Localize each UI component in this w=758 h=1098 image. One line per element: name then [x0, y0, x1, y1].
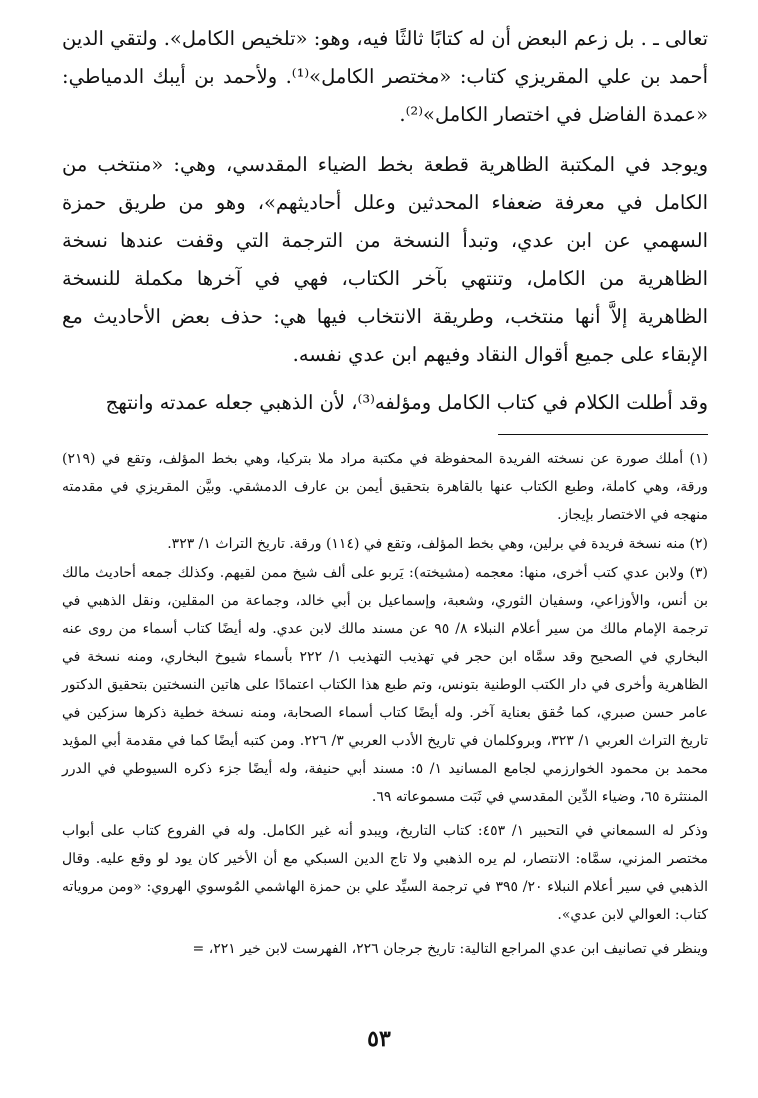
footnote-3: (٣) ولابن عدي كتب أخرى، منها: معجمه (مشيخته): يَربو على ألف شيخ ممن لقيهم. وكذلك جمعه أحاديث مالك بن أنس، والأوزاعي، وسفيان الثوري، وشعبة، وإسماعيل بن أبي خالد، وجماعة من المقلين، ونقل الذهبي في ترجمة الإمام مالك من سير أعلام النبلاء ٨/ ٩٥ عن مسند مالك لابن عدي. وله أيضًا كتاب أسماء من روى عنه البخاري في الصحيح وقد سمَّاه ابن حجر في تهذيب التهذيب ١/ ٢٢٢ بأسماء شيوخ البخاري، ومنه نسخة في الظاهرية وأخرى في دار الكتب الوطنية بتونس، وتم طبع هذا الكتاب اعتمادًا على هاتين النسختين بتحقيق الدكتور عامر حسن صبري، كما حُقق بعناية آخر. وله أيضًا كتاب أسماء الصحابة، ومنه نسخة خطية ذكرها سزكين في تاريخ التراث العربي ١/ ٣٢٣، وبروكلمان في تاريخ الأدب العربي ٣/ ٢٢٦. ومن كتبه أيضًا كما في مقدمة أبي المؤيد محمد بن محمود الخوارزمي لجامع المسانيد ١/ ٥: مسند أبي حنيفة، وله أيضًا جزء ذكره السيوطي في الدرر المنتثرة ٦٥، وضياء الدِّين المقدسي في ثَبَت مسموعاته ٦٩. [62, 565, 709, 805]
page-number: ٥٣ [367, 1026, 391, 1052]
main-text [62, 20, 708, 422]
footnote-3-continued: وذكر له السمعاني في التحبير ١/ ٤٥٣: كتاب التاريخ، ويبدو أنه غير الكامل. وله في الفروع كتاب على أبواب مختصر المزني، سمَّاه: الانتصار، لم يره الذهبي ولا تاج الدين السبكي مع أن الأخير كان يود لو وقع عليه. وقال الذهبي في سير أعلام النبلاء ٢٠/ ٣٩٥ في ترجمة السيِّد علي بن حمزة الهاشمي المُوسوي الهروي: «ومن مروياته كتاب: العوالي لابن عدي». [62, 823, 709, 923]
body-paragraph-1: تعالى ـ . بل زعم البعض أن له كتابًا ثالثًا فيه، وهو: «تلخيص الكامل». ولتقي الدين أحمد بن علي المقريزي كتاب: «مختصر الكامل»⁽¹⁾. ولأحمد بن أيبك الدمياطي: «عمدة الفاضل في اختصار الكامل»⁽²⁾. [62, 27, 708, 126]
footnotes [62, 445, 708, 963]
page [62, 20, 708, 964]
body-paragraph-2: ويوجد في المكتبة الظاهرية قطعة بخط الضياء المقدسي، وهي: «منتخب من الكامل في معرفة ضعفاء المحدثين وعلل أحاديثهم»، وهو من طريق حمزة السهمي عن ابن عدي، وتبدأ النسخة من الترجمة التي وقفت عندها نسخة الظاهرية من الكامل، وتنتهي بآخر الكتاب، فهي في آخرها مكملة للنسخة الظاهرية إلاَّ أنها منتخب، وطريقة الانتخاب فيها هي: حذف بعض الأحاديث مع الإبقاء على جميع أقوال النقاد وفيهم ابن عدي نفسه. [62, 153, 708, 366]
body-paragraph-3: وقد أطلت الكلام في كتاب الكامل ومؤلفه⁽³⁾، لأن الذهبي جعله عمدته وانتهج [105, 391, 708, 414]
footnote-separator [498, 434, 708, 435]
footnote-1: (١) أملك صورة عن نسخته الفريدة المحفوظة في مكتبة مراد ملا بتركيا، وهي بخط المؤلف، وتقع في (٢١٩) ورقة، وهي كاملة، وطبع الكتاب عنها بالقاهرة بتحقيق أيمن بن عارف الدمشقي. وبيَّن المقريزي في مقدمته منهجه في الاختصار بإيجاز. [62, 451, 708, 523]
footnote-2: (٢) منه نسخة فريدة في برلين، وهي بخط المؤلف، وتقع في (١١٤) ورقة. تاريخ التراث ١/ ٣٢٣. [167, 536, 708, 552]
footnote-3-references: وينظر في تصانيف ابن عدي المراجع التالية: تاريخ جرجان ٢٢٦، الفهرست لابن خير ٢٢١، = [192, 941, 708, 957]
